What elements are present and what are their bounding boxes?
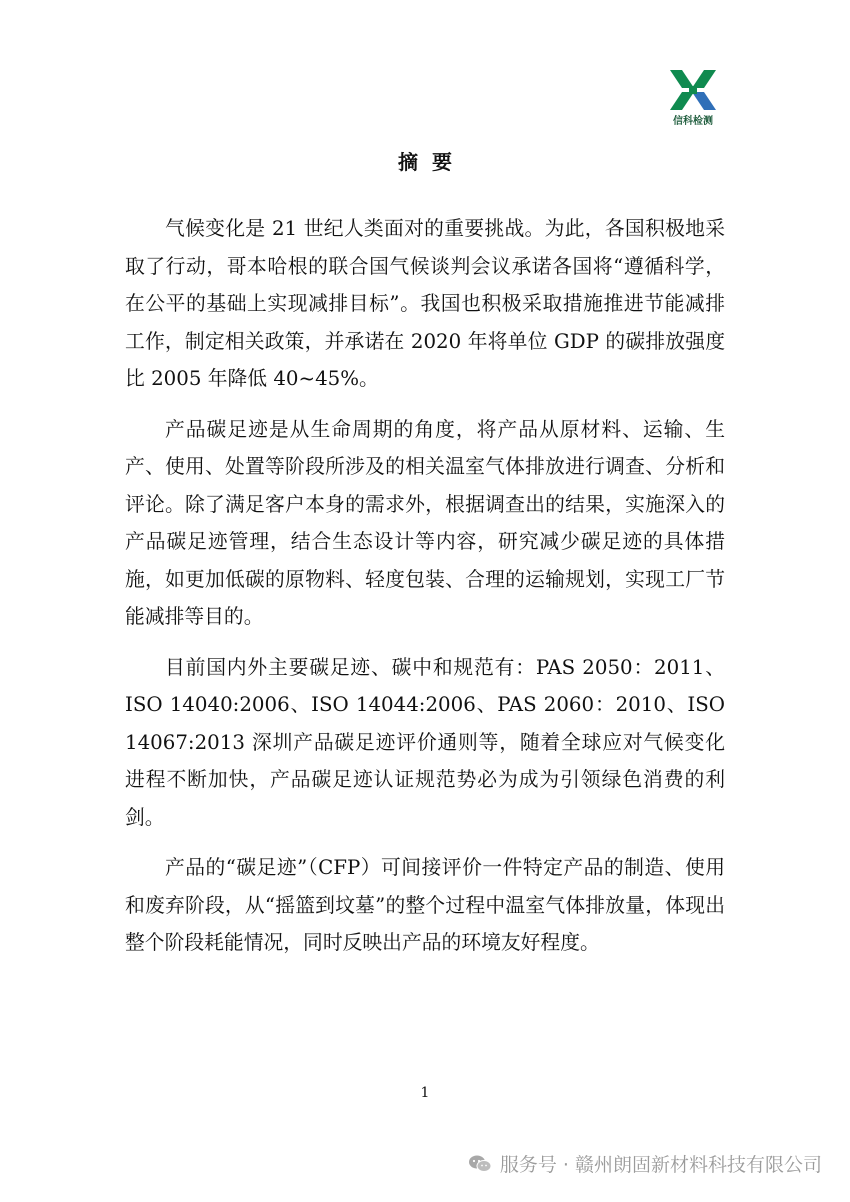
logo-text: 信科检测: [673, 116, 713, 127]
logo-mark-icon: [664, 68, 722, 112]
paragraph-4: 产品的“碳足迹”（CFP）可间接评价一件特定产品的制造、使用和废弃阶段，从“摇篮到坟墓”的整个过程中温室气体排放量，体现出整个阶段耗能情况，同时反映出产品的环境友好程度。: [125, 856, 725, 954]
paragraph-3: 目前国内外主要碳足迹、碳中和规范有：PAS 2050：2011、ISO 14040:2006、ISO 14044:2006、PAS 2060：2010、ISO 14067:2013 深圳产品碳足迹评价通则等，随着全球应对气候变化进程不断加快，产品碳足迹认证规范势必为成为引领绿色消费的利剑。: [125, 655, 725, 829]
paragraph-1: 气候变化是 21 世纪人类面对的重要挑战。为此，各国积极地采取了行动，哥本哈根的联合国气候谈判会议承诺各国将“遵循科学，在公平的基础上实现减排目标”。我国也积极采取措施推进节能减排工作，制定相关政策，并承诺在 2020 年将单位 GDP 的碳排放强度比 2005 年降低 40~45%。: [125, 217, 725, 390]
footer-text: 服务号 · 赣州朗固新材料科技有限公司: [499, 1154, 822, 1176]
company-logo: [664, 68, 722, 128]
page-number: 1: [420, 1085, 430, 1101]
footer-watermark: [468, 1150, 822, 1177]
paragraph-2: 产品碳足迹是从生命周期的角度，将产品从原材料、运输、生产、使用、处置等阶段所涉及的相关温室气体排放进行调查、分析和评论。除了满足客户本身的需求外，根据调查出的结果，实施深入的产品碳足迹管理，结合生态设计等内容，研究减少碳足迹的具体措施，如更加低碳的原物料、轻度包装、合理的运输规划，实现工厂节能减排等目的。: [125, 417, 725, 628]
page-title: 摘要: [398, 150, 466, 174]
document-body: [125, 210, 725, 975]
wechat-icon: [468, 1154, 492, 1174]
